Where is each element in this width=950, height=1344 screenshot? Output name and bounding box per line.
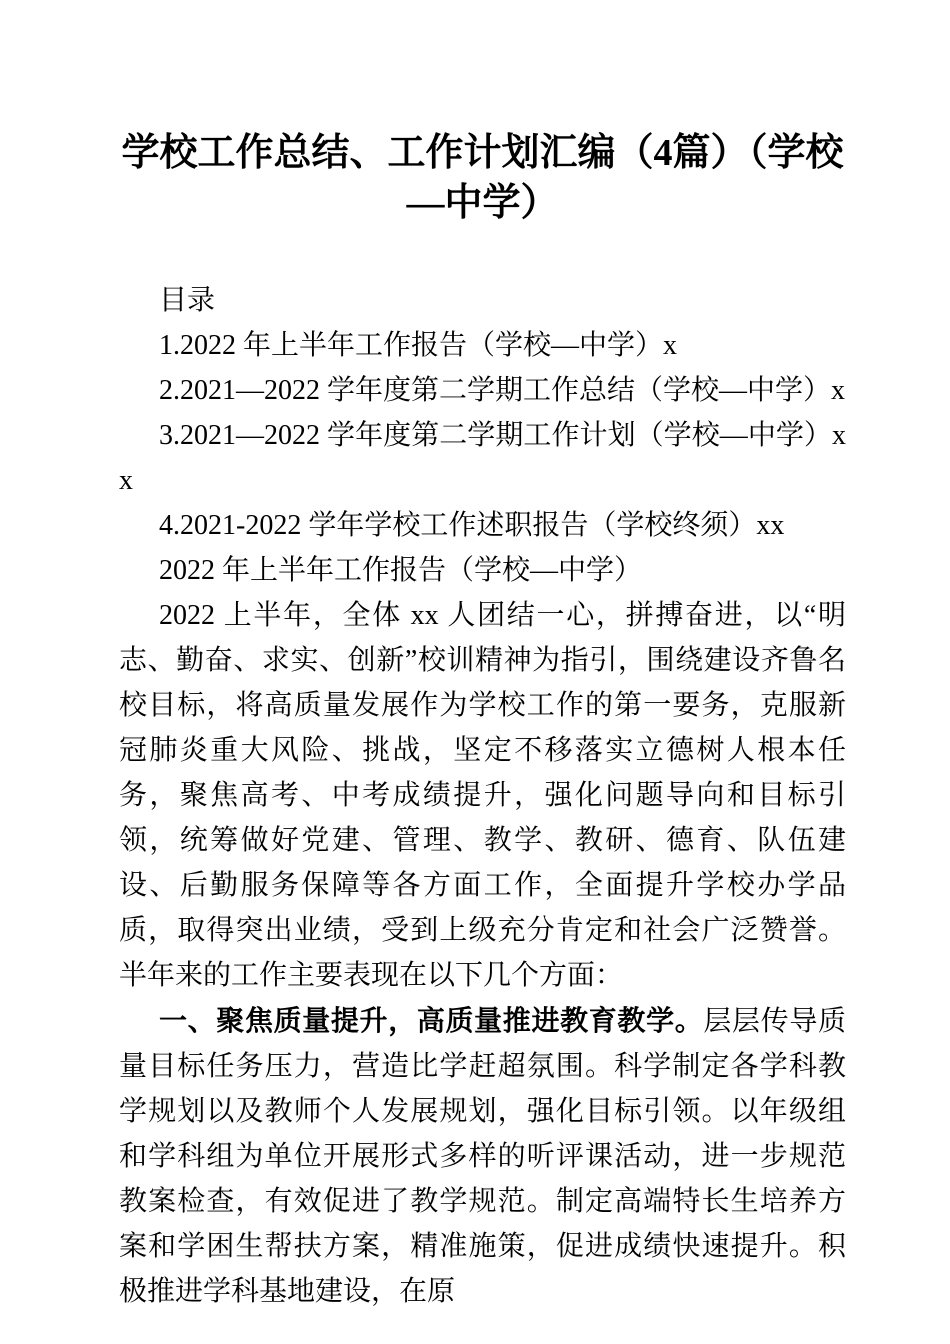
toc-item-3: 3.2021—2022 学年度第二学期工作计划（学校—中学）xx [119, 420, 846, 496]
intro-paragraph: 2022 上半年，全体 xx 人团结一心，拼搏奋进，以“明志、勤奋、求实、创新”校训精神为指引，围绕建设齐鲁名校目标，将高质量发展作为学校工作的第一要务，克服新冠肺炎重大风险、挑战，坚定不移落实立德树人根本任务，聚焦高考、中考成绩提升，强化问题导向和目标引领，统筹做好党建、管理、教学、教研、德育、队伍建设、后勤服务保障等各方面工作，全面提升学校办学品质，取得突出业绩，受到上级充分肯定和社会广泛赞誉。半年来的工作主要表现在以下几个方面： [119, 600, 846, 991]
section1-paragraph [119, 998, 846, 1314]
document-body [119, 278, 846, 1314]
toc-item-4: 4.2021-2022 学年学校工作述职报告（学校终须）xx [159, 510, 785, 541]
toc-item-1: 1.2022 年上半年工作报告（学校—中学）x [159, 330, 678, 361]
document-title [119, 128, 846, 228]
toc-item-2: 2.2021—2022 学年度第二学期工作总结（学校—中学）x [159, 375, 846, 406]
section1-text: 层层传导质量目标任务压力，营造比学赶超氛围。科学制定各学科教学规划以及教师个人发展规划，强化目标引领。以年级组和学科组为单位开展形式多样的听评课活动，进一步规范教案检查，有效促进了教学规范。制定高端特长生培养方案和学困生帮扶方案，精准施策，促进成绩快速提升。积极推进学科基地建设，在原 [119, 1006, 846, 1307]
section1-heading-bold: 一、聚焦质量提升，高质量推进教育教学。 [159, 1005, 704, 1036]
toc-heading: 目录 [159, 285, 216, 316]
document-title-line-1: 学校工作总结、工作计划汇编（4篇）（学校 [121, 132, 844, 174]
document-title-line-2: —中学） [406, 182, 559, 224]
report-heading: 2022 年上半年工作报告（学校—中学） [159, 555, 643, 586]
document-content [0, 128, 950, 1314]
